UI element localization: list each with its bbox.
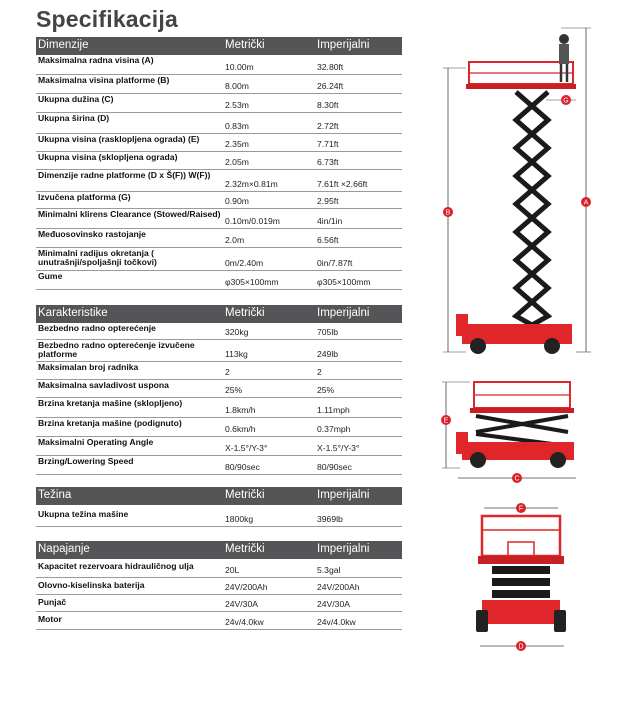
stowed-lift-front-diagram — [468, 500, 578, 666]
row-label: Izvučena platforma (G) — [38, 192, 131, 202]
row-imperial: 0in/7.87ft — [317, 258, 353, 268]
table-row — [36, 340, 402, 362]
table-row — [36, 380, 402, 398]
header-imperial: Imperijalni — [317, 543, 370, 555]
table-row — [36, 248, 402, 271]
row-metric: X-1.5°/Y-3° — [225, 443, 268, 453]
table-row — [36, 398, 402, 418]
row-label: Bezbedno radno opterećenje izvučene platforme — [38, 340, 195, 360]
row-imperial: 1.11mph — [317, 405, 350, 415]
row-metric: 320kg — [225, 327, 249, 337]
row-imperial: 4in/1in — [317, 216, 343, 226]
row-metric: 24V/200Ah — [225, 582, 268, 592]
row-metric: 2.53m — [225, 100, 249, 110]
row-imperial: φ305×100mm — [317, 277, 371, 287]
table-row — [36, 152, 402, 170]
row-label: Maksimalan broj radnika — [38, 362, 139, 372]
row-imperial: 7.61ft ×2.66ft — [317, 179, 368, 189]
header-imperial: Imperijalni — [317, 39, 370, 51]
row-imperial: 80/90sec — [317, 462, 352, 472]
marker-c: C — [514, 475, 520, 483]
row-label: Maksimalna savladivost uspona — [38, 380, 169, 390]
row-metric: 8.00m — [225, 81, 249, 91]
table-row — [36, 578, 402, 595]
row-metric: 2.0m — [225, 235, 245, 245]
row-label: Brzing/Lowering Speed — [38, 456, 134, 466]
row-label: Motor — [38, 614, 62, 624]
row-label: Olovno-kiselinska baterija — [38, 580, 145, 590]
row-label: Brzina kretanja mašine (sklopljeno) — [38, 398, 183, 408]
table-row — [36, 75, 402, 94]
row-metric: 0.83m — [225, 121, 249, 131]
table-row — [36, 229, 402, 248]
row-label: Gume — [38, 271, 63, 281]
row-imperial: 705lb — [317, 327, 339, 337]
row-metric: 0m/2.40m — [225, 258, 264, 268]
row-label: Ukupna visina (sklopljena ograda) — [38, 152, 178, 162]
row-metric: 0.10m/0.019m — [225, 216, 280, 226]
dimensions-table — [36, 37, 402, 290]
row-imperial: 5.3gal — [317, 565, 341, 575]
table-row — [36, 323, 402, 340]
table-row — [36, 94, 402, 113]
marker-a: A — [583, 199, 589, 207]
marker-e: E — [443, 417, 449, 425]
row-metric: 80/90sec — [225, 462, 260, 472]
row-imperial: 26.24ft — [317, 81, 344, 91]
power-header — [36, 541, 402, 559]
row-metric: 24V/30A — [225, 599, 258, 609]
row-imperial: 249lb — [317, 349, 339, 359]
row-imperial: 25% — [317, 385, 335, 395]
row-imperial: 0.37mph — [317, 424, 351, 434]
row-metric: 2.35m — [225, 139, 249, 149]
characteristics-table — [36, 305, 402, 475]
header-imperial: Imperijalni — [317, 307, 370, 319]
row-label: Minimalni klirens Clearance (Stowed/Raised) — [38, 209, 221, 219]
table-row — [36, 113, 402, 134]
row-label: Punjač — [38, 597, 67, 607]
table-row — [36, 170, 402, 192]
header-label: Dimenzije — [38, 39, 89, 51]
row-label: Minimalni radijus okretanja ( unutrašnji/spoljašnji točkovi) — [38, 248, 157, 268]
row-label: Dimenzije radne platforme (D x Š(F)) W(F)) — [38, 170, 211, 180]
table-row — [36, 192, 402, 209]
row-imperial: X-1.5°/Y-3° — [317, 443, 360, 453]
row-label: Bezbedno radno opterećenje — [38, 323, 156, 333]
row-metric: 20L — [225, 565, 240, 575]
row-metric: 0.6km/h — [225, 424, 256, 434]
table-row — [36, 271, 402, 290]
row-imperial: 24V/200Ah — [317, 582, 360, 592]
row-label: Kapacitet rezervoara hidrauličnog ulja — [38, 561, 194, 571]
header-label: Težina — [38, 489, 72, 501]
weight-table — [36, 487, 402, 527]
row-metric: 10.00m — [225, 62, 254, 72]
row-metric: 0.90m — [225, 196, 249, 206]
row-imperial: 8.30ft — [317, 100, 339, 110]
row-imperial: 24v/4.0kw — [317, 617, 356, 627]
row-imperial: 7.71ft — [317, 139, 339, 149]
row-label: Maksimalna visina platforme (B) — [38, 75, 170, 85]
table-row — [36, 456, 402, 475]
marker-b: B — [445, 209, 451, 217]
header-metric: Metrički — [225, 489, 265, 501]
row-metric: 2.05m — [225, 157, 249, 167]
row-metric: 25% — [225, 385, 243, 395]
row-label: Brzina kretanja mašine (podignuto) — [38, 418, 182, 428]
row-imperial: 32.80ft — [317, 62, 344, 72]
row-label: Maksimalna radna visina (A) — [38, 55, 154, 65]
table-row — [36, 134, 402, 152]
row-metric: 2 — [225, 367, 230, 377]
table-row — [36, 595, 402, 612]
row-metric: 113kg — [225, 349, 248, 359]
row-metric: 2.32m×0.81m — [225, 179, 278, 189]
table-row — [36, 612, 402, 630]
table-row — [36, 437, 402, 456]
row-metric: 1800kg — [225, 514, 254, 524]
row-imperial: 3969lb — [317, 514, 343, 524]
row-metric: φ305×100mm — [225, 277, 279, 287]
marker-g: G — [563, 97, 569, 105]
table-row — [36, 362, 402, 380]
row-label: Ukupna visina (rasklopljena ograda) (E) — [38, 134, 200, 144]
stowed-lift-side-diagram — [440, 372, 590, 492]
row-metric: 24v/4.0kw — [225, 617, 264, 627]
row-label: Ukupna dužina (C) — [38, 94, 114, 104]
header-imperial: Imperijalni — [317, 489, 370, 501]
table-row — [36, 418, 402, 437]
marker-f: F — [518, 505, 524, 513]
row-metric: 1.8km/h — [225, 405, 256, 415]
dimensions-header — [36, 37, 402, 55]
marker-d: D — [518, 643, 524, 651]
header-label: Napajanje — [38, 543, 90, 555]
row-imperial: 6.56ft — [317, 235, 339, 245]
page-title: Specifikacija — [36, 6, 178, 32]
power-table — [36, 541, 402, 630]
characteristics-header — [36, 305, 402, 323]
row-label: Ukupna težina mašine — [38, 509, 129, 519]
header-metric: Metrički — [225, 543, 265, 555]
row-label: Maksimalni Operating Angle — [38, 437, 154, 447]
row-label: Ukupna širina (D) — [38, 113, 110, 123]
table-row — [36, 559, 402, 578]
row-imperial: 24V/30A — [317, 599, 350, 609]
table-row — [36, 505, 402, 527]
worker-icon — [559, 34, 569, 44]
row-imperial: 2.95ft — [317, 196, 339, 206]
raised-lift-diagram — [436, 22, 604, 360]
row-imperial: 2.72ft — [317, 121, 339, 131]
header-metric: Metrički — [225, 39, 265, 51]
weight-header — [36, 487, 402, 505]
header-label: Karakteristike — [38, 307, 108, 319]
row-imperial: 6.73ft — [317, 157, 339, 167]
row-imperial: 2 — [317, 367, 322, 377]
table-row — [36, 55, 402, 75]
table-row — [36, 209, 402, 229]
header-metric: Metrički — [225, 307, 265, 319]
row-label: Međuosovinsko rastojanje — [38, 229, 146, 239]
